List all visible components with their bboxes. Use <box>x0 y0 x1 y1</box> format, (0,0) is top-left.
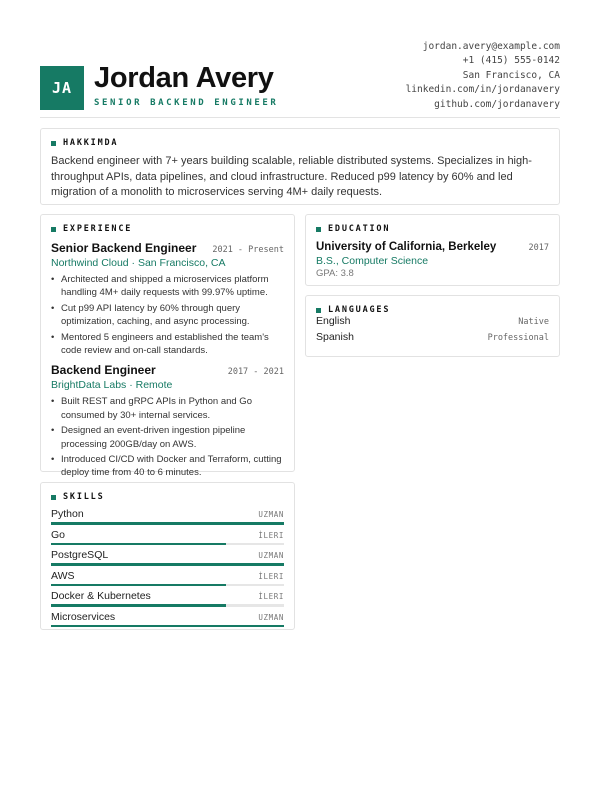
skill-name: Go <box>51 528 66 541</box>
skill-name: Microservices <box>51 610 116 623</box>
skill-bar <box>51 604 284 607</box>
skill-bar <box>51 563 284 566</box>
education-heading <box>316 224 549 234</box>
languages-heading-label: LANGUAGES <box>328 305 391 315</box>
job-company: Northwind Cloud · San Francisco, CA <box>51 257 226 269</box>
job-bullet: • Designed an event-driven ingestion pipeline processing 200GB/day on AWS. <box>51 424 284 451</box>
education-section <box>305 214 560 286</box>
about-heading-label: HAKKIMDA <box>63 138 119 148</box>
job-title: Backend Engineer <box>51 363 156 378</box>
skill-level: UZMAN <box>258 612 284 622</box>
skill-bar-fill <box>51 625 284 628</box>
contact-email: jordan.avery@example.com <box>422 41 560 52</box>
skill-level: UZMAN <box>258 551 284 560</box>
skill-bar <box>51 543 284 546</box>
contact-linkedin: linkedin.com/in/jordanavery <box>405 84 560 96</box>
job-title: Senior Backend Engineer <box>51 241 197 255</box>
job-bullet: • Mentored 5 engineers and established the team's code review and on-call standards. <box>51 331 284 358</box>
section-marker-icon <box>51 141 56 146</box>
candidate-name: Jordan Avery <box>94 62 274 94</box>
job-bullet: • Built REST and gRPC APIs in Python and Go consumed by 30+ internal services. <box>51 395 284 422</box>
experience-section <box>40 214 295 479</box>
skill-item <box>51 590 284 607</box>
languages-heading <box>316 305 549 315</box>
skill-bar <box>51 625 284 628</box>
job-dates: 2021 - Present <box>212 245 284 255</box>
section-marker-icon <box>51 227 56 232</box>
language-item <box>316 331 549 343</box>
skill-level: İLERI <box>258 571 284 581</box>
skill-bar-fill <box>51 522 284 525</box>
skills-heading <box>51 492 284 502</box>
job-bullets <box>51 273 284 357</box>
job-bullet: • Introduced CI/CD with Docker and Terraform, cutting deploy time from 40 to 6 minutes. <box>51 453 284 480</box>
skills-heading-label: SKILLS <box>63 492 105 502</box>
about-heading <box>51 138 549 148</box>
language-name: Spanish <box>316 331 354 343</box>
skill-item <box>51 508 284 525</box>
skill-item <box>51 529 284 546</box>
about-text: Backend engineer with 7+ years building scalable, reliable distributed systems. Specializes in high-throughput APIs, data pipelines, and cloud infrastructure. Reduced p99 latency by 60% and led migration of a monolith to microservices serving 4M+ daily requests. <box>51 155 532 198</box>
experience-heading-label: EXPERIENCE <box>63 224 133 234</box>
skill-name: AWS <box>51 569 75 582</box>
skill-item <box>51 611 284 628</box>
languages-section <box>305 295 560 357</box>
education-degree: B.S., Computer Science <box>316 255 429 267</box>
education-gpa: GPA: 3.8 <box>316 268 354 279</box>
skill-item <box>51 570 284 587</box>
resume-page <box>40 36 560 623</box>
contact-phone: +1 (415) 555-0142 <box>462 55 560 67</box>
education-year: 2017 <box>528 243 549 253</box>
language-item <box>316 315 549 327</box>
section-marker-icon <box>316 227 321 232</box>
contact-github: github.com/jordanavery <box>434 98 560 110</box>
education-school: University of California, Berkeley <box>316 241 497 253</box>
job-bullets <box>51 395 284 479</box>
job-title-subtitle: SENIOR BACKEND ENGINEER <box>94 98 279 108</box>
skill-bar <box>51 522 284 525</box>
skill-name: Python <box>51 508 84 520</box>
job-bullet: • Cut p99 API latency by 60% through query optimization, caching, and async processing. <box>51 302 284 329</box>
skill-name: PostgreSQL <box>51 549 109 561</box>
job-bullet: • Architected and shipped a microservices platform handling 4M+ daily requests with 99.97% uptime. <box>51 273 284 300</box>
contact-info <box>406 40 560 112</box>
skill-bar-fill <box>51 584 226 587</box>
section-marker-icon <box>51 495 56 500</box>
job-company: BrightData Labs · Remote <box>51 379 173 392</box>
skill-level: İLERI <box>258 592 284 601</box>
initials-badge: JA <box>40 66 84 110</box>
skill-item <box>51 549 284 566</box>
skill-bar <box>51 584 284 587</box>
job-dates: 2017 - 2021 <box>227 367 284 378</box>
about-section <box>40 128 560 205</box>
skills-section <box>40 482 295 630</box>
language-name: English <box>316 315 351 327</box>
skill-name: Docker & Kubernetes <box>51 590 151 602</box>
language-level: Native <box>518 317 549 327</box>
experience-heading <box>51 224 284 234</box>
skill-bar-fill <box>51 543 226 546</box>
job-entry <box>51 363 284 479</box>
skill-bar-fill <box>51 604 226 607</box>
contact-location: San Francisco, CA <box>462 69 560 81</box>
section-marker-icon <box>316 308 321 313</box>
resume-header <box>40 36 560 118</box>
education-heading-label: EDUCATION <box>328 224 391 234</box>
skill-level: UZMAN <box>258 510 284 519</box>
skill-bar-fill <box>51 563 284 566</box>
skill-level: İLERI <box>258 530 284 540</box>
job-entry <box>51 241 284 357</box>
language-level: Professional <box>487 333 549 343</box>
